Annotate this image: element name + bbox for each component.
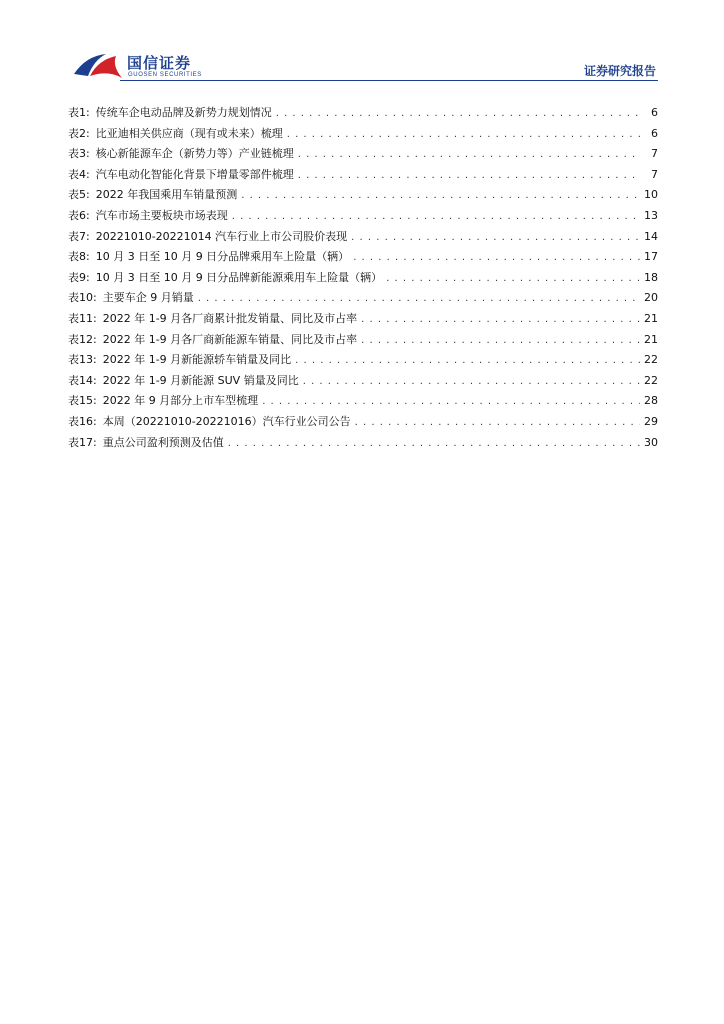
toc-entry-title: 汽车电动化智能化背景下增量零部件梳理	[95, 167, 294, 181]
toc-entry-page-number: 10	[644, 188, 658, 202]
toc-leader-dots	[361, 314, 640, 325]
toc-entry-label: 表14:	[68, 373, 97, 387]
toc-entry-title: 2022 年 1-9 月各厂商累计批发销量、同比及市占率	[102, 311, 358, 325]
toc-entry-label: 表13:	[68, 353, 97, 367]
toc-entry-page-number: 14	[644, 229, 658, 243]
toc-entry-title: 传统车企电动品牌及新势力规划情况	[95, 106, 272, 119]
toc-entry-page-number: 7	[651, 147, 658, 161]
report-type-label: 证券研究报告	[583, 64, 656, 78]
toc-entry[interactable]	[68, 228, 658, 249]
toc-leader-dots	[303, 376, 640, 387]
company-name-cn: 国信证券	[127, 54, 192, 72]
toc-entry-page-number: 30	[644, 435, 658, 449]
company-name-en: GUOSEN SECURITIES	[128, 72, 202, 78]
header-divider	[120, 80, 658, 81]
toc-entry-title: 重点公司盈利预测及估值	[102, 435, 224, 449]
toc-entry[interactable]	[68, 186, 658, 207]
toc-entry-label: 表6:	[68, 208, 90, 222]
toc-entry-label: 表9:	[68, 270, 90, 284]
toc-leader-dots	[228, 438, 640, 449]
toc-entry-page-number: 6	[651, 106, 658, 119]
toc-entry[interactable]	[68, 434, 658, 455]
toc-entry-title: 本周（20221010-20221016）汽车行业公司公告	[102, 414, 351, 428]
toc-leader-dots	[241, 190, 640, 201]
toc-entry-page-number: 20	[644, 291, 658, 305]
table-of-contents	[68, 104, 658, 454]
toc-entry-label: 表11:	[68, 311, 97, 325]
toc-entry-page-number: 29	[644, 414, 658, 428]
toc-entry-title: 10 月 3 日至 10 月 9 日分品牌乘用车上险量（辆）	[95, 250, 350, 264]
toc-entry-page-number: 21	[644, 332, 658, 346]
toc-entry-label: 表5:	[68, 188, 90, 202]
toc-entry[interactable]	[68, 125, 658, 146]
toc-leader-dots	[353, 252, 640, 263]
toc-entry-label: 表1:	[68, 106, 90, 119]
toc-entry-page-number: 28	[644, 394, 658, 408]
toc-leader-dots	[386, 273, 640, 284]
toc-entry-page-number: 18	[644, 270, 658, 284]
page-header	[0, 0, 724, 90]
toc-entry-page-number: 6	[651, 126, 658, 140]
toc-entry-label: 表2:	[68, 126, 90, 140]
toc-entry-page-number: 17	[644, 250, 658, 264]
toc-entry-label: 表3:	[68, 147, 90, 161]
toc-entry-page-number: 22	[644, 373, 658, 387]
toc-entry-page-number: 21	[644, 311, 658, 325]
toc-entry[interactable]	[68, 248, 658, 269]
toc-entry-label: 表10:	[68, 291, 97, 305]
toc-leader-dots	[298, 170, 640, 181]
toc-entry[interactable]	[68, 207, 658, 228]
toc-entry-page-number: 7	[651, 167, 658, 181]
toc-entry[interactable]	[68, 392, 658, 413]
toc-entry-title: 20221010-20221014 汽车行业上市公司股价表现	[95, 229, 348, 243]
toc-entry[interactable]	[68, 413, 658, 434]
toc-entry-title: 10 月 3 日至 10 月 9 日分品牌新能源乘用车上险量（辆）	[95, 270, 383, 284]
toc-entry-title: 主要车企 9 月销量	[102, 291, 194, 305]
toc-leader-dots	[232, 211, 640, 222]
toc-leader-dots	[361, 335, 640, 346]
toc-entry-title: 2022 年我国乘用车销量预测	[95, 188, 238, 202]
toc-entry-page-number: 22	[644, 353, 658, 367]
toc-entry-label: 表12:	[68, 332, 97, 346]
toc-leader-dots	[287, 129, 640, 140]
toc-leader-dots	[351, 232, 640, 243]
toc-entry[interactable]	[68, 351, 658, 372]
toc-entry-title: 2022 年 1-9 月新能源 SUV 销量及同比	[102, 373, 299, 387]
toc-entry-title: 汽车市场主要板块市场表现	[95, 208, 228, 222]
toc-entry-title: 核心新能源车企（新势力等）产业链梳理	[95, 147, 294, 161]
toc-entry-title: 2022 年 9 月部分上市车型梳理	[102, 394, 259, 408]
toc-entry-label: 表16:	[68, 414, 97, 428]
toc-leader-dots	[298, 149, 640, 160]
toc-leader-dots	[295, 355, 640, 366]
toc-entry-label: 表8:	[68, 250, 90, 264]
toc-entry[interactable]	[68, 289, 658, 310]
toc-entry[interactable]	[68, 145, 658, 166]
toc-entry[interactable]	[68, 104, 658, 125]
toc-entry-title: 2022 年 1-9 月新能源轿车销量及同比	[102, 353, 292, 367]
toc-entry[interactable]	[68, 331, 658, 352]
toc-entry-label: 表17:	[68, 435, 97, 449]
toc-entry[interactable]	[68, 166, 658, 187]
toc-leader-dots	[262, 396, 640, 407]
toc-leader-dots	[355, 417, 640, 428]
toc-entry-title: 比亚迪相关供应商（现有或未来）梳理	[95, 126, 283, 140]
toc-leader-dots	[276, 108, 640, 119]
toc-entry-label: 表4:	[68, 167, 90, 181]
toc-leader-dots	[198, 293, 640, 304]
toc-entry[interactable]	[68, 269, 658, 290]
toc-entry-label: 表15:	[68, 394, 97, 408]
guosen-logo-icon	[72, 50, 124, 82]
toc-entry[interactable]	[68, 310, 658, 331]
toc-entry-label: 表7:	[68, 229, 90, 243]
toc-entry-page-number: 13	[644, 208, 658, 222]
toc-entry[interactable]	[68, 372, 658, 393]
toc-entry-title: 2022 年 1-9 月各厂商新能源车销量、同比及市占率	[102, 332, 358, 346]
